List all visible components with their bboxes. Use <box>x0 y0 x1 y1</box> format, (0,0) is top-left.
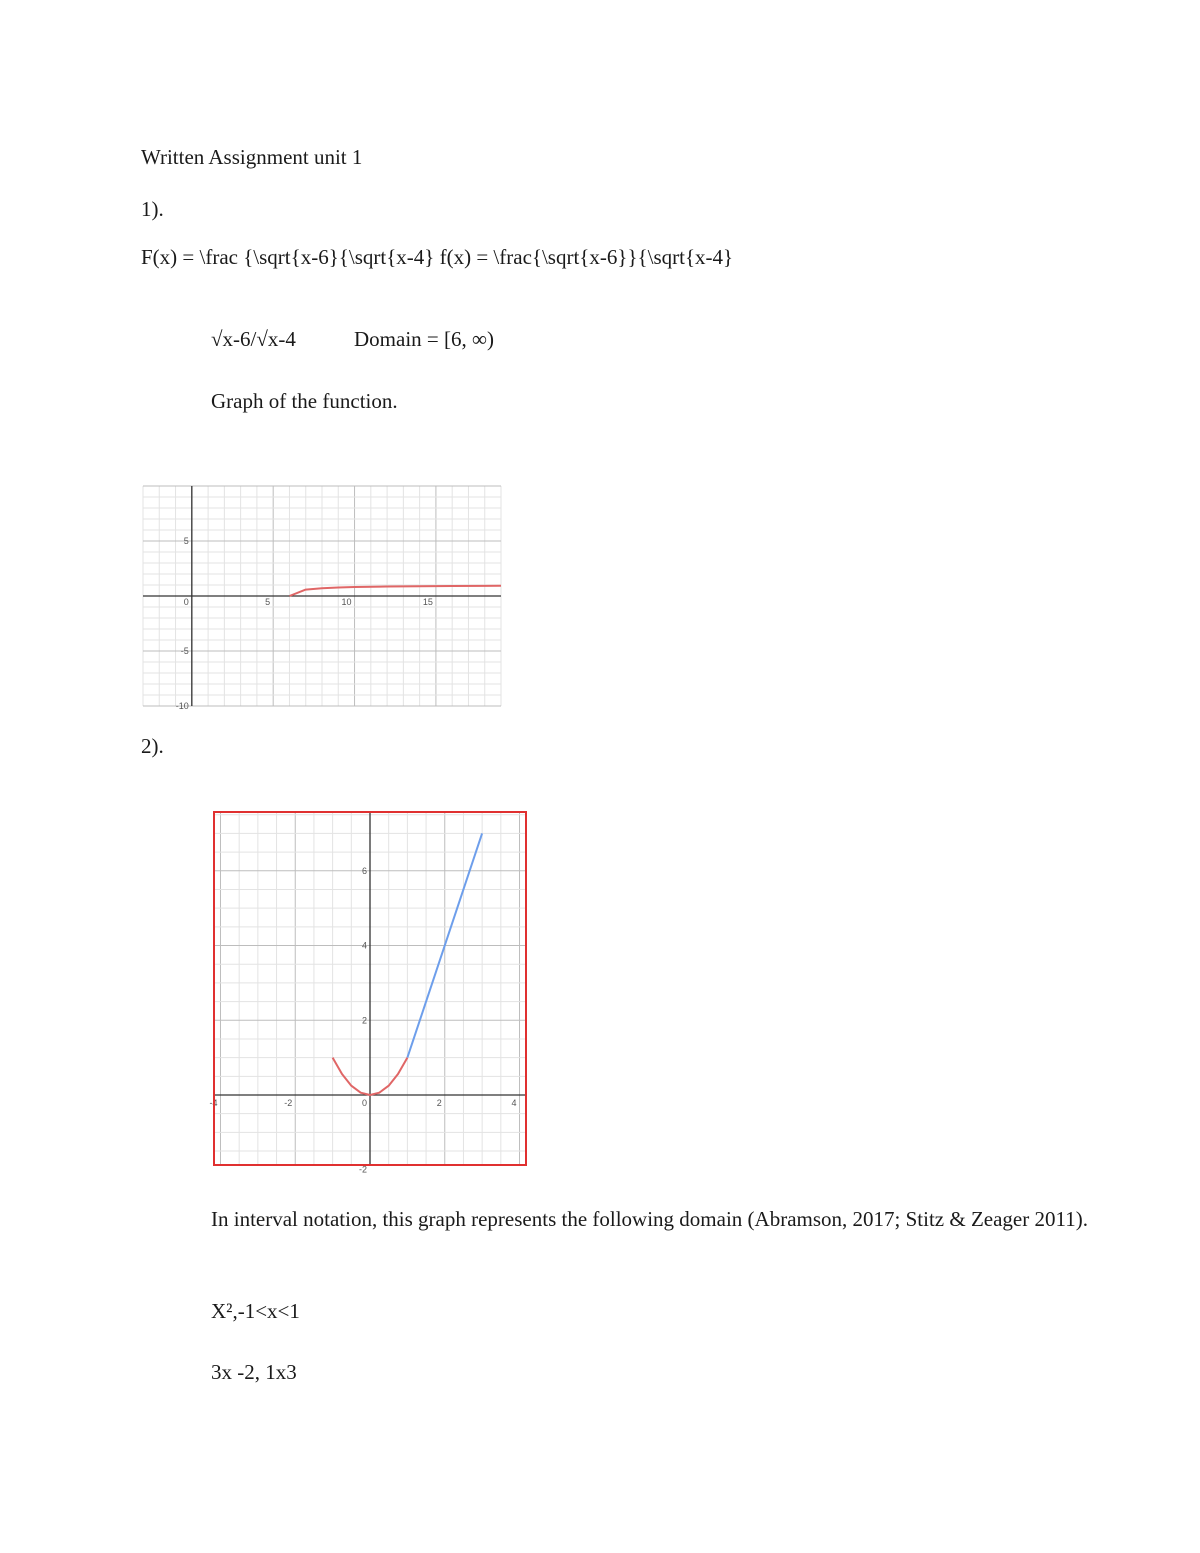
x-tick-label: 0 <box>183 597 189 607</box>
y-tick-label: 6 <box>361 865 367 876</box>
x-tick-label: 5 <box>265 597 271 607</box>
y-tick-label: -10 <box>175 701 189 711</box>
series-line-1 <box>290 586 502 596</box>
piecewise-part-2: 3x -2, 1x3 <box>211 1360 297 1384</box>
x-tick-label: -2 <box>284 1098 293 1108</box>
question-1-formula: F(x) = \frac {\sqrt{x-6}{\sqrt{x-4} f(x) = \frac{\sqrt{x-6}}{\sqrt{x-4} <box>141 245 734 269</box>
y-tick-label: 4 <box>361 940 367 951</box>
x-tick-label: 10 <box>341 597 352 607</box>
y-tick-label: -5 <box>180 646 189 656</box>
interval-notation-text: In interval notation, this graph represents the following domain (Abramson, 2017; Stitz & Zeager 2011). <box>211 1207 1088 1231</box>
x-tick-label: 15 <box>422 597 433 607</box>
x-tick-label: 0 <box>361 1098 367 1108</box>
x-tick-label: 4 <box>511 1098 517 1108</box>
y-tick-label: 2 <box>361 1015 367 1026</box>
question-1-label: 1). <box>141 197 164 221</box>
graph-2-svg <box>209 811 527 1175</box>
domain-statement: Domain = [6, ∞) <box>354 327 494 351</box>
question-2-label: 2). <box>141 734 164 758</box>
graph-1 <box>143 486 501 711</box>
graph-caption: Graph of the function. <box>211 389 398 413</box>
piecewise-part-1: X²,-1<x<1 <box>211 1299 300 1323</box>
x-tick-label: -4 <box>209 1098 218 1108</box>
document-title: Written Assignment unit 1 <box>141 145 363 169</box>
graph-1-svg <box>143 486 501 711</box>
y-tick-label: 5 <box>183 536 189 546</box>
function-expression: √x-6/√x-4 <box>211 327 296 351</box>
graph-2 <box>209 811 527 1175</box>
x-tick-label: 2 <box>436 1098 442 1108</box>
y-tick-label: -2 <box>358 1164 367 1175</box>
